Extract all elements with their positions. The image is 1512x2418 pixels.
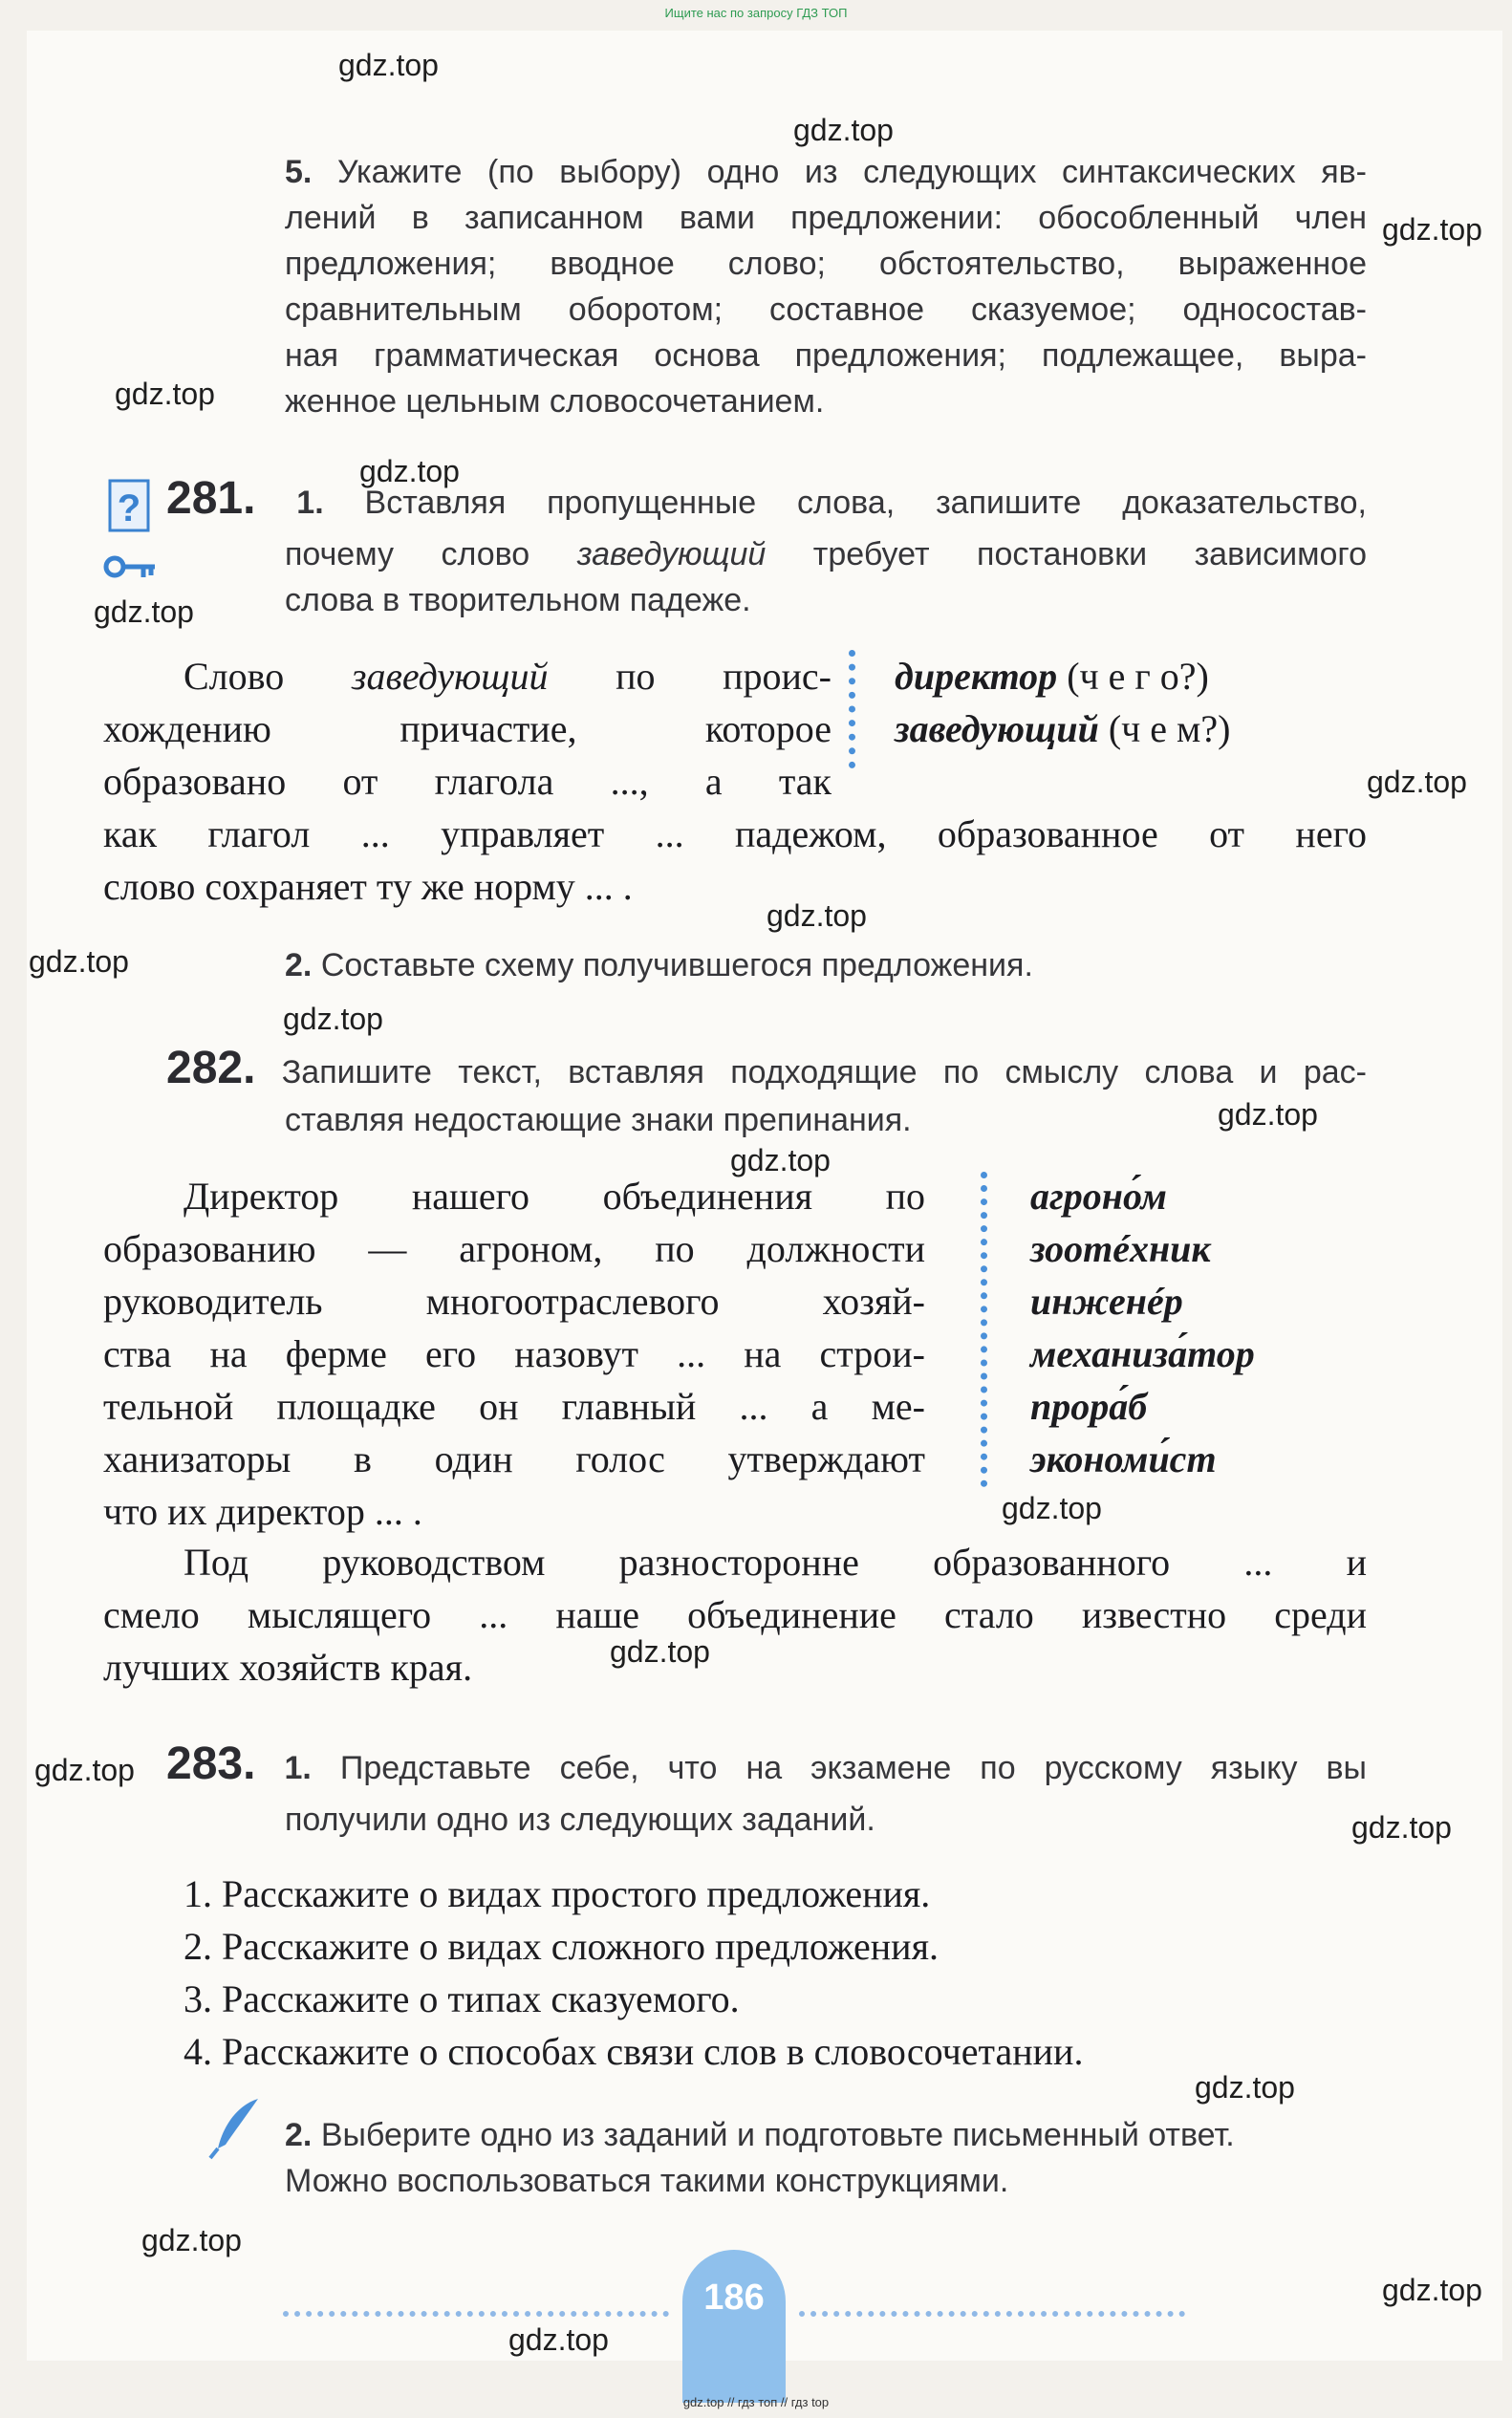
watermark: gdz.top [359,454,460,488]
page-number: 186 [682,2250,786,2403]
footer-dotted-line-left [283,2311,669,2317]
exercise-282-number: 282. [166,1043,256,1093]
text-line: образовано от глагола ..., а так [103,760,832,803]
word-item: механиза́тор [1030,1332,1255,1375]
dotted-divider [981,1172,987,1487]
exercise-282-word-list [1030,1170,1374,1485]
word-item: зоотéхник [1030,1227,1211,1270]
text-line: Слово заведующий по проис- [184,655,832,698]
question-book-icon [107,478,151,533]
footer-note: gdz.top // гдз топ // гдз top [682,2395,830,2409]
exercise-283-task-list [184,1867,1388,2078]
watermark: gdz.top [1367,765,1467,799]
watermark: gdz.top [793,113,894,147]
text-line: руководитель многоотраслевого хозяй- [103,1280,925,1323]
text-line: что их директор ... . [103,1490,422,1533]
watermark: gdz.top [141,2223,242,2257]
key-icon [103,552,159,581]
list-item: 1. Расскажите о видах простого предложения. [184,1872,931,1915]
watermark: gdz.top [1351,1810,1452,1845]
word-item: экономи́ст [1030,1437,1217,1480]
exercise-281-number: 281. [166,473,256,524]
watermark: gdz.top [94,594,194,629]
exercise-283-prompt: 283. 1. Представьте себе, что на экзамене по русскому языку вы [166,1738,1367,1789]
watermark: gdz.top [283,1002,383,1036]
task-5-number: 5. [285,154,313,190]
exercise-281-text-left [103,650,832,808]
aside-line: заведующий (ч е м?) [895,707,1231,750]
exercise-281-prompt-line3: слова в творительном падеже. [285,582,751,618]
text-line: ства на ферме его назовут ... на строи- [103,1332,925,1375]
watermark: gdz.top [610,1634,710,1669]
text-line: Под руководством разносторонне образованного ... и [184,1541,1367,1584]
watermark: gdz.top [1218,1097,1318,1132]
header-note: Ищите нас по запросу ГДЗ ТОП [664,6,848,20]
watermark: gdz.top [508,2322,609,2357]
exercise-282-prompt: 282. Запишите текст, вставляя подходящие по смыслу слова и рас- [166,1043,1367,1093]
exercise-282-text-left [103,1170,925,1538]
aside-line: директор (ч е г о?) [895,655,1209,698]
word-item: агроно́м [1030,1175,1167,1218]
text-line: слово сохраняет ту же норму ... . [103,865,633,908]
watermark: gdz.top [1382,2273,1482,2307]
exercise-281-task2: 2. Составьте схему получившегося предложения. [285,947,1033,983]
task-5: 5. Укажите (по выбору) одно из следующих синтаксических яв- лений в записанном вами предложении: обособленный член предложения; вводное слово; обстоятельство, выраженное сравнительным оборотом; составное сказуемое; односостав- ная грамматическая основа предложения; подлежащее, выра- женное цельным словосочетанием. [285,154,1367,420]
text-line: как глагол ... управляет ... падежом, образованное от него [103,812,1367,855]
exercise-281-text-bottom [103,808,1367,913]
watermark: gdz.top [1195,2070,1295,2105]
text-line: ханизаторы в один голос утверждают [103,1437,925,1480]
watermark: gdz.top [34,1753,135,1787]
list-item: 3. Расскажите о типах сказуемого. [184,1977,740,2020]
text-line: хождению причастие, которое [103,707,832,750]
exercise-283-number: 283. [166,1738,256,1789]
text-line: лучших хозяйств края. [103,1646,473,1689]
dotted-divider [849,650,855,768]
exercise-283-prompt-line2: получили одно из следующих заданий. [285,1802,875,1838]
watermark: gdz.top [115,377,215,411]
text-line: смело мыслящего ... наше объединение стало известно среди [103,1593,1367,1636]
text-line: образованию — агроном, по должности [103,1227,925,1270]
word-item: инженéр [1030,1280,1183,1323]
watermark: gdz.top [730,1143,831,1177]
watermark: gdz.top [1382,212,1482,247]
footer-dotted-line-right [799,2311,1185,2317]
exercise-282-prompt-line2: ставляя недостающие знаки препинания. [285,1102,912,1138]
watermark: gdz.top [767,898,867,933]
exercise-281-aside [895,650,1372,755]
watermark: gdz.top [338,48,439,82]
text-line: Директор нашего объединения по [184,1175,925,1218]
svg-text:?: ? [117,487,141,529]
exercise-281-prompt: 281. 1. Вставляя пропущенные слова, запишите доказательство, [166,473,1367,524]
watermark: gdz.top [29,944,129,979]
word-item: пpopа́б [1030,1385,1148,1428]
text-line: тельной площадке он главный ... а ме- [103,1385,925,1428]
list-item: 2. Расскажите о видах сложного предложения. [184,1925,939,1968]
feather-pen-icon [206,2095,264,2162]
exercise-282-paragraph2 [103,1536,1367,1694]
list-item: 4. Расскажите о способах связи слов в словосочетании. [184,2030,1084,2073]
watermark: gdz.top [1002,1491,1102,1525]
exercise-281-prompt-line2: почему слово заведующий требует постановки зависимого [285,536,1367,572]
exercise-283-task2: 2. Выберите одно из заданий и подготовьте письменный ответ. Можно воспользоваться такими конструкциями. [285,2117,1235,2199]
